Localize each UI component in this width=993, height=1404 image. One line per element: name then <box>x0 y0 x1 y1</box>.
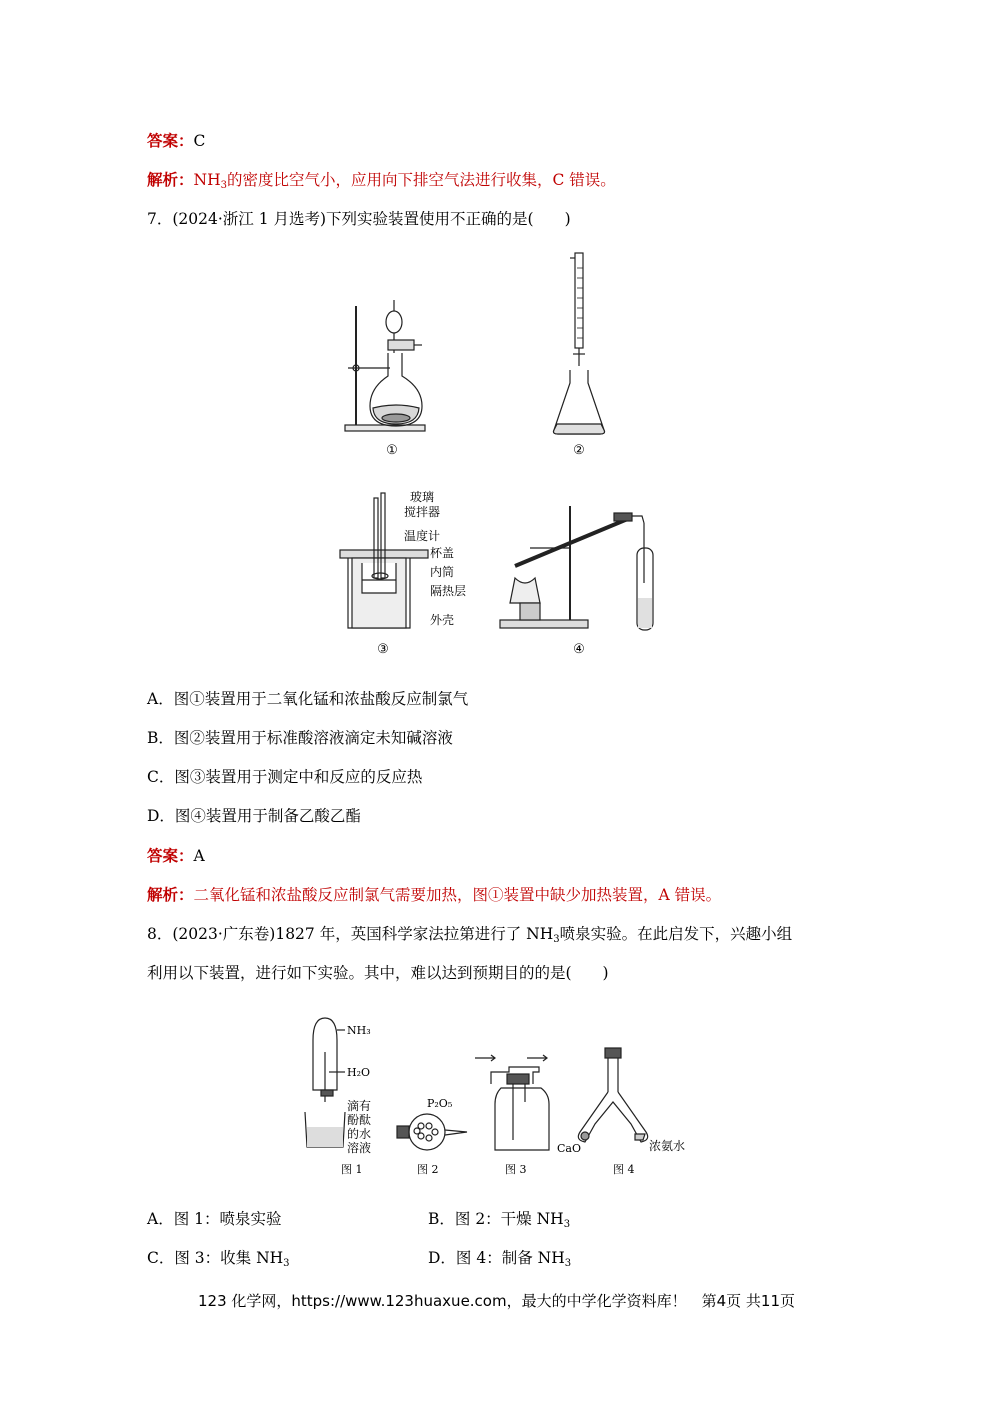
figure-8-apparatus <box>295 1012 695 1182</box>
answer-value: A <box>193 847 205 865</box>
label-solution-2: 酚酞 <box>347 1113 372 1127</box>
label-shell: 外壳 <box>430 613 455 627</box>
answer-label: 答案： <box>147 131 194 150</box>
caption-1: ① <box>386 443 398 458</box>
label-cao: CaO <box>557 1142 581 1155</box>
label-stirrer: 搅拌器 <box>404 505 441 519</box>
q8-option-b: B．图 2：干燥 $NH_3$ <box>428 1210 571 1230</box>
q7-option-a: A．图①装置用于二氧化锰和浓盐酸反应制氯气 <box>147 690 469 708</box>
analysis-text: 二氧化锰和浓盐酸反应制氯气需要加热，图①装置中缺少加热装置，A 错误。 <box>193 886 722 904</box>
fig8-caption-1: 图 1 <box>341 1163 363 1176</box>
label-inner-cup: 内筒 <box>430 565 455 579</box>
analysis-text: $NH_3$的密度比空气小，应用向下排空气法进行收集，C 错误。 <box>193 171 616 191</box>
label-thermometer: 温度计 <box>404 529 441 543</box>
fig8-caption-4: 图 4 <box>613 1163 635 1176</box>
label-insulation: 隔热层 <box>430 584 467 598</box>
answer-label: 答案： <box>147 846 194 865</box>
fig8-4-y-tube <box>578 1048 647 1142</box>
figure-7-apparatus <box>330 248 670 663</box>
q8-option-d: D．图 4：制备 $NH_3$ <box>428 1249 572 1269</box>
q8-option-a: A．图 1：喷泉实验 <box>147 1210 282 1228</box>
q7-option-b: B．图②装置用于标准酸溶液滴定未知碱溶液 <box>147 729 453 747</box>
apparatus-2-burette-flask <box>554 253 605 434</box>
answer-value: C <box>193 132 206 150</box>
q7-option-d: D．图④装置用于制备乙酸乙酯 <box>147 807 361 825</box>
answer-6 <box>147 131 205 151</box>
page-footer: 123 化学网，https://www.123huaxue.com，最大的中学化学资料库！ 第4页 共11页 <box>197 1292 795 1310</box>
answer-7 <box>147 846 205 866</box>
fig8-1-fountain <box>305 1018 345 1147</box>
analysis-label: 解析： <box>147 885 194 904</box>
caption-2: ② <box>573 443 585 458</box>
analysis-6 <box>147 170 616 190</box>
analysis-7 <box>147 885 721 905</box>
question-7-stem: 7．(2024·浙江 1 月选考)下列实验装置使用不正确的是( ) <box>147 210 571 228</box>
fig8-2-drying-tube <box>397 1114 467 1150</box>
analysis-label: 解析： <box>147 170 194 189</box>
question-8-stem-line2: 利用以下装置，进行如下实验。其中，难以达到预期目的的是( ) <box>147 964 609 982</box>
apparatus-4-ester <box>500 506 653 630</box>
fig8-caption-2: 图 2 <box>417 1163 439 1176</box>
label-solution-1: 滴有 <box>347 1099 372 1113</box>
apparatus-1-flask-funnel <box>345 300 425 431</box>
label-solution-4: 溶液 <box>347 1141 372 1155</box>
label-solution-3: 的水 <box>347 1127 372 1141</box>
caption-4: ④ <box>573 642 585 657</box>
label-ammonia: 浓氨水 <box>649 1139 686 1153</box>
q8-option-c: C．图 3：收集 $NH_3$ <box>147 1249 290 1269</box>
caption-3: ③ <box>377 642 389 657</box>
label-lid: 杯盖 <box>430 546 455 560</box>
label-nh3: NH₃ <box>347 1024 371 1037</box>
fig8-caption-3: 图 3 <box>505 1163 527 1176</box>
label-glass: 玻璃 <box>410 490 435 504</box>
label-h2o: H₂O <box>347 1066 371 1079</box>
question-8-stem-line1: 8．(2023·广东卷)1827 年，英国科学家法拉第进行了 $NH_3$喷泉实验。在此启发下，兴趣小组 <box>147 925 793 945</box>
label-p2o5: P₂O₅ <box>427 1097 453 1110</box>
fig8-3-gas-bottle <box>475 1055 549 1150</box>
q7-option-c: C．图③装置用于测定中和反应的反应热 <box>147 768 423 786</box>
